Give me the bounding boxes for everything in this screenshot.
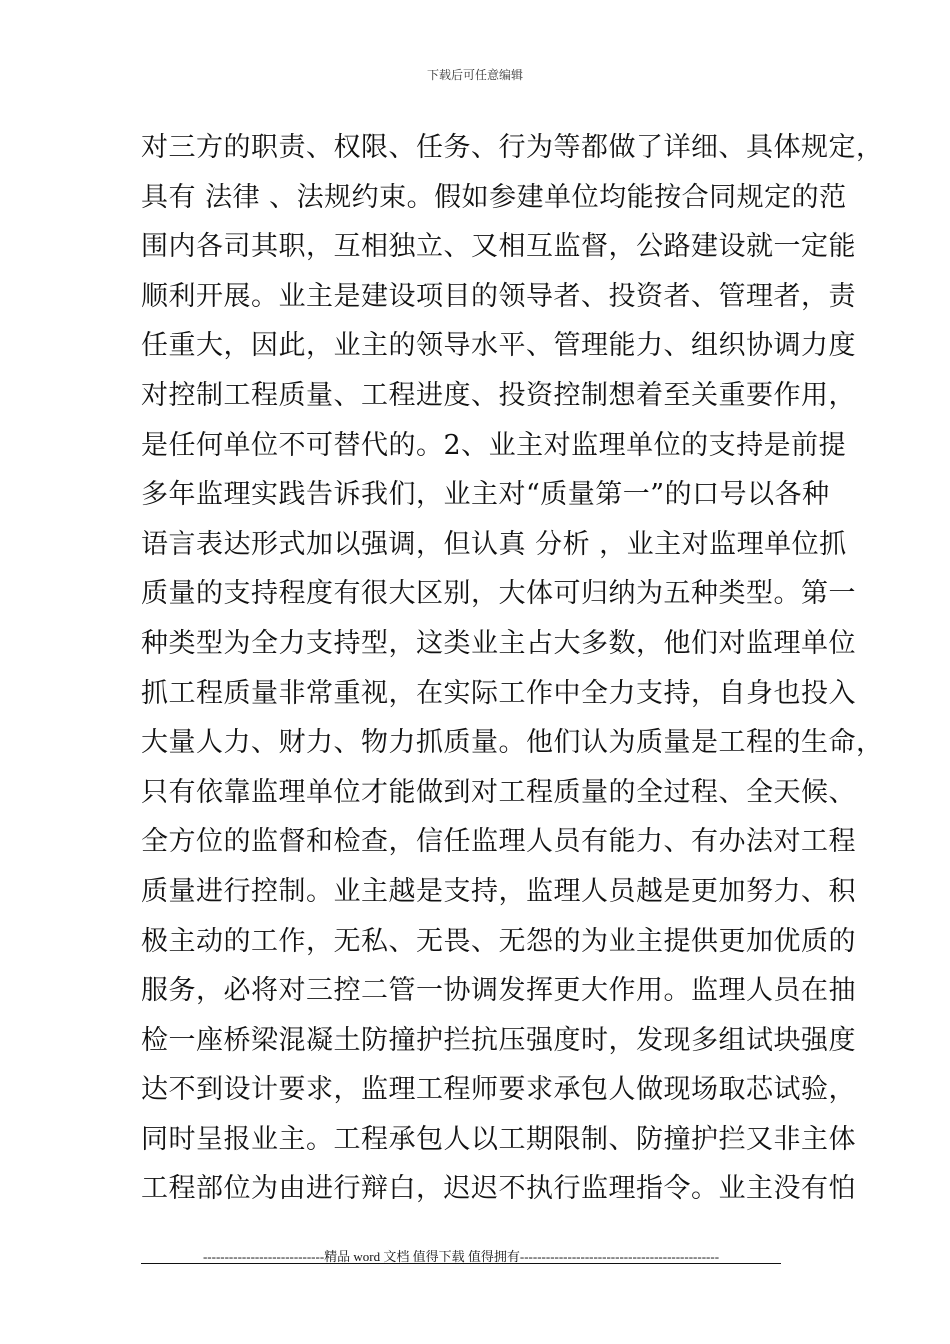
text-line: 种类型为全力支持型，这类业主占大多数，他们对监理单位 (141, 627, 856, 659)
text-line: 语言表达形式加以强调，但认真 分析 ，业主对监理单位抓 (141, 528, 847, 560)
text-line: 具有 法律 、法规约束。假如参建单位均能按合同规定的范 (141, 181, 847, 213)
header-note: 下载后可任意编辑 (426, 68, 523, 82)
text-line: 全方位的监督和检查，信任监理人员有能力、有办法对工程 (141, 826, 856, 858)
text-line: 对三方的职责、权限、任务、行为等都做了详细、具体规定， (141, 132, 884, 163)
text-line: 工程部位为由进行辩白，迟迟不执行监理指令。业主没有怕 (141, 1173, 856, 1205)
body-text (141, 128, 884, 1219)
text-line: 围内各司其职，互相独立、又相互监督，公路建设就一定能 (141, 231, 856, 263)
text-line: 质量的支持程度有很大区别，大体可归纳为五种类型。第一 (141, 578, 856, 610)
text-line: 大量人力、财力、物力抓质量。他们认为质量是工程的生命， (141, 727, 884, 759)
text-line: 是任何单位不可替代的。2、业主对监理单位的支持是前提 (141, 429, 847, 461)
text-line: 抓工程质量非常重视，在实际工作中全力支持，自身也投入 (141, 677, 856, 709)
text-line: 同时呈报业主。工程承包人以工期限制、防撞护拦又非主体 (141, 1123, 856, 1155)
text-line: 极主动的工作，无私、无畏、无怨的为业主提供更加优质的 (141, 925, 856, 957)
text-line: 只有依靠监理单位才能做到对工程质量的全过程、全天候、 (141, 776, 856, 808)
text-line: 对控制工程质量、工程进度、投资控制想着至关重要作用， (141, 379, 856, 411)
footer-rule (141, 1263, 781, 1264)
footer-note: ----------------------------精品 word 文档 值得下载 值得拥有---------------------------------------------- (202, 1249, 720, 1264)
text-line: 服务，必将对三控二管一协调发挥更大作用。监理人员在抽 (141, 975, 856, 1007)
text-line: 检一座桥梁混凝土防撞护拦抗压强度时，发现多组试块强度 (141, 1024, 856, 1056)
text-line: 达不到设计要求，监理工程师要求承包人做现场取芯试验， (141, 1074, 856, 1106)
text-line: 任重大，因此，业主的领导水平、管理能力、组织协调力度 (141, 330, 856, 362)
text-line: 多年监理实践告诉我们，业主对“质量第一”的口号以各种 (141, 479, 830, 511)
text-line: 顺利开展。业主是建设项目的领导者、投资者、管理者，责 (141, 280, 856, 312)
text-line: 质量进行控制。业主越是支持，监理人员越是更加努力、积 (141, 875, 856, 907)
